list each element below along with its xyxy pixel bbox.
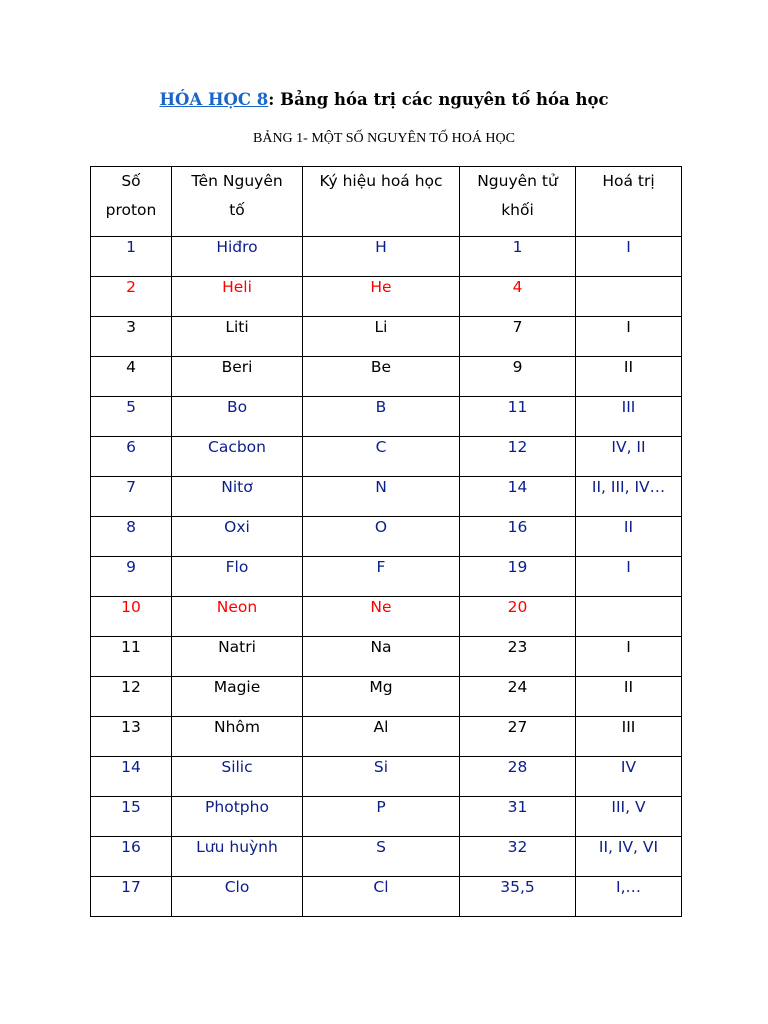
cell-proton: 6 xyxy=(91,437,172,477)
cell-element-name: Neon xyxy=(172,597,303,637)
table-row xyxy=(91,277,682,317)
cell-element-name: Hiđro xyxy=(172,237,303,277)
cell-element-name: Cacbon xyxy=(172,437,303,477)
cell-atomic-mass: 32 xyxy=(460,837,576,877)
cell-element-name: Silic xyxy=(172,757,303,797)
cell-symbol: Be xyxy=(303,357,460,397)
table-header-row xyxy=(91,167,682,237)
table-caption: BẢNG 1- MỘT SỐ NGUYÊN TỐ HOÁ HỌC xyxy=(253,131,515,146)
cell-symbol: P xyxy=(303,797,460,837)
header-valence: Hoá trị xyxy=(576,167,682,237)
cell-element-name: Photpho xyxy=(172,797,303,837)
table-row xyxy=(91,837,682,877)
cell-atomic-mass: 12 xyxy=(460,437,576,477)
cell-element-name: Nhôm xyxy=(172,717,303,757)
cell-valence: I xyxy=(576,237,682,277)
table-row xyxy=(91,677,682,717)
cell-element-name: Lưu huỳnh xyxy=(172,837,303,877)
table-row xyxy=(91,397,682,437)
cell-element-name: Oxi xyxy=(172,517,303,557)
cell-valence: II xyxy=(576,677,682,717)
cell-element-name: Bo xyxy=(172,397,303,437)
cell-proton: 16 xyxy=(91,837,172,877)
cell-element-name: Nitơ xyxy=(172,477,303,517)
cell-valence: II, IV, VI xyxy=(576,837,682,877)
cell-atomic-mass: 27 xyxy=(460,717,576,757)
cell-atomic-mass: 1 xyxy=(460,237,576,277)
cell-proton: 11 xyxy=(91,637,172,677)
title-text: : Bảng hóa trị các nguyên tố hóa học xyxy=(268,90,609,109)
cell-valence: I xyxy=(576,557,682,597)
cell-symbol: Al xyxy=(303,717,460,757)
cell-symbol: F xyxy=(303,557,460,597)
table-row xyxy=(91,477,682,517)
cell-proton: 1 xyxy=(91,237,172,277)
cell-symbol: Ne xyxy=(303,597,460,637)
cell-symbol: B xyxy=(303,397,460,437)
cell-proton: 12 xyxy=(91,677,172,717)
header-atomic-mass: Nguyên tử khối xyxy=(460,167,576,237)
cell-proton: 3 xyxy=(91,317,172,357)
cell-atomic-mass: 9 xyxy=(460,357,576,397)
cell-valence: I xyxy=(576,317,682,357)
table-row xyxy=(91,797,682,837)
cell-symbol: O xyxy=(303,517,460,557)
cell-symbol: Cl xyxy=(303,877,460,917)
table-row xyxy=(91,517,682,557)
table-body xyxy=(91,237,682,917)
table-row xyxy=(91,877,682,917)
cell-proton: 14 xyxy=(91,757,172,797)
cell-proton: 7 xyxy=(91,477,172,517)
table-row xyxy=(91,237,682,277)
cell-valence: III xyxy=(576,717,682,757)
cell-valence: I xyxy=(576,637,682,677)
elements-table xyxy=(90,166,682,917)
cell-atomic-mass: 7 xyxy=(460,317,576,357)
cell-atomic-mass: 31 xyxy=(460,797,576,837)
table-row xyxy=(91,557,682,597)
cell-proton: 17 xyxy=(91,877,172,917)
cell-atomic-mass: 28 xyxy=(460,757,576,797)
cell-atomic-mass: 4 xyxy=(460,277,576,317)
table-row xyxy=(91,757,682,797)
cell-atomic-mass: 16 xyxy=(460,517,576,557)
cell-proton: 10 xyxy=(91,597,172,637)
cell-proton: 9 xyxy=(91,557,172,597)
cell-atomic-mass: 24 xyxy=(460,677,576,717)
cell-atomic-mass: 19 xyxy=(460,557,576,597)
cell-symbol: C xyxy=(303,437,460,477)
cell-symbol: Si xyxy=(303,757,460,797)
cell-element-name: Liti xyxy=(172,317,303,357)
table-row xyxy=(91,717,682,757)
cell-valence: II xyxy=(576,357,682,397)
cell-valence xyxy=(576,597,682,637)
title-link[interactable]: HÓA HỌC 8 xyxy=(159,90,269,109)
cell-proton: 8 xyxy=(91,517,172,557)
cell-atomic-mass: 35,5 xyxy=(460,877,576,917)
cell-valence: IV xyxy=(576,757,682,797)
cell-valence: I,… xyxy=(576,877,682,917)
cell-element-name: Magie xyxy=(172,677,303,717)
cell-proton: 5 xyxy=(91,397,172,437)
cell-valence: II xyxy=(576,517,682,557)
cell-atomic-mass: 20 xyxy=(460,597,576,637)
header-proton: Số proton xyxy=(91,167,172,237)
cell-atomic-mass: 14 xyxy=(460,477,576,517)
cell-valence: IV, II xyxy=(576,437,682,477)
cell-symbol: Na xyxy=(303,637,460,677)
cell-element-name: Beri xyxy=(172,357,303,397)
header-symbol: Ký hiệu hoá học xyxy=(303,167,460,237)
table-row xyxy=(91,437,682,477)
cell-symbol: N xyxy=(303,477,460,517)
cell-atomic-mass: 11 xyxy=(460,397,576,437)
cell-symbol: He xyxy=(303,277,460,317)
cell-valence xyxy=(576,277,682,317)
page-title xyxy=(0,90,768,109)
cell-element-name: Clo xyxy=(172,877,303,917)
cell-element-name: Flo xyxy=(172,557,303,597)
table-row xyxy=(91,597,682,637)
table-row xyxy=(91,317,682,357)
cell-proton: 2 xyxy=(91,277,172,317)
cell-symbol: H xyxy=(303,237,460,277)
cell-proton: 4 xyxy=(91,357,172,397)
cell-atomic-mass: 23 xyxy=(460,637,576,677)
cell-valence: III, V xyxy=(576,797,682,837)
table-row xyxy=(91,357,682,397)
cell-valence: II, III, IV… xyxy=(576,477,682,517)
cell-valence: III xyxy=(576,397,682,437)
cell-symbol: S xyxy=(303,837,460,877)
cell-element-name: Heli xyxy=(172,277,303,317)
cell-symbol: Mg xyxy=(303,677,460,717)
cell-proton: 13 xyxy=(91,717,172,757)
cell-symbol: Li xyxy=(303,317,460,357)
cell-element-name: Natri xyxy=(172,637,303,677)
cell-proton: 15 xyxy=(91,797,172,837)
table-row xyxy=(91,637,682,677)
header-element-name: Tên Nguyên tố xyxy=(172,167,303,237)
